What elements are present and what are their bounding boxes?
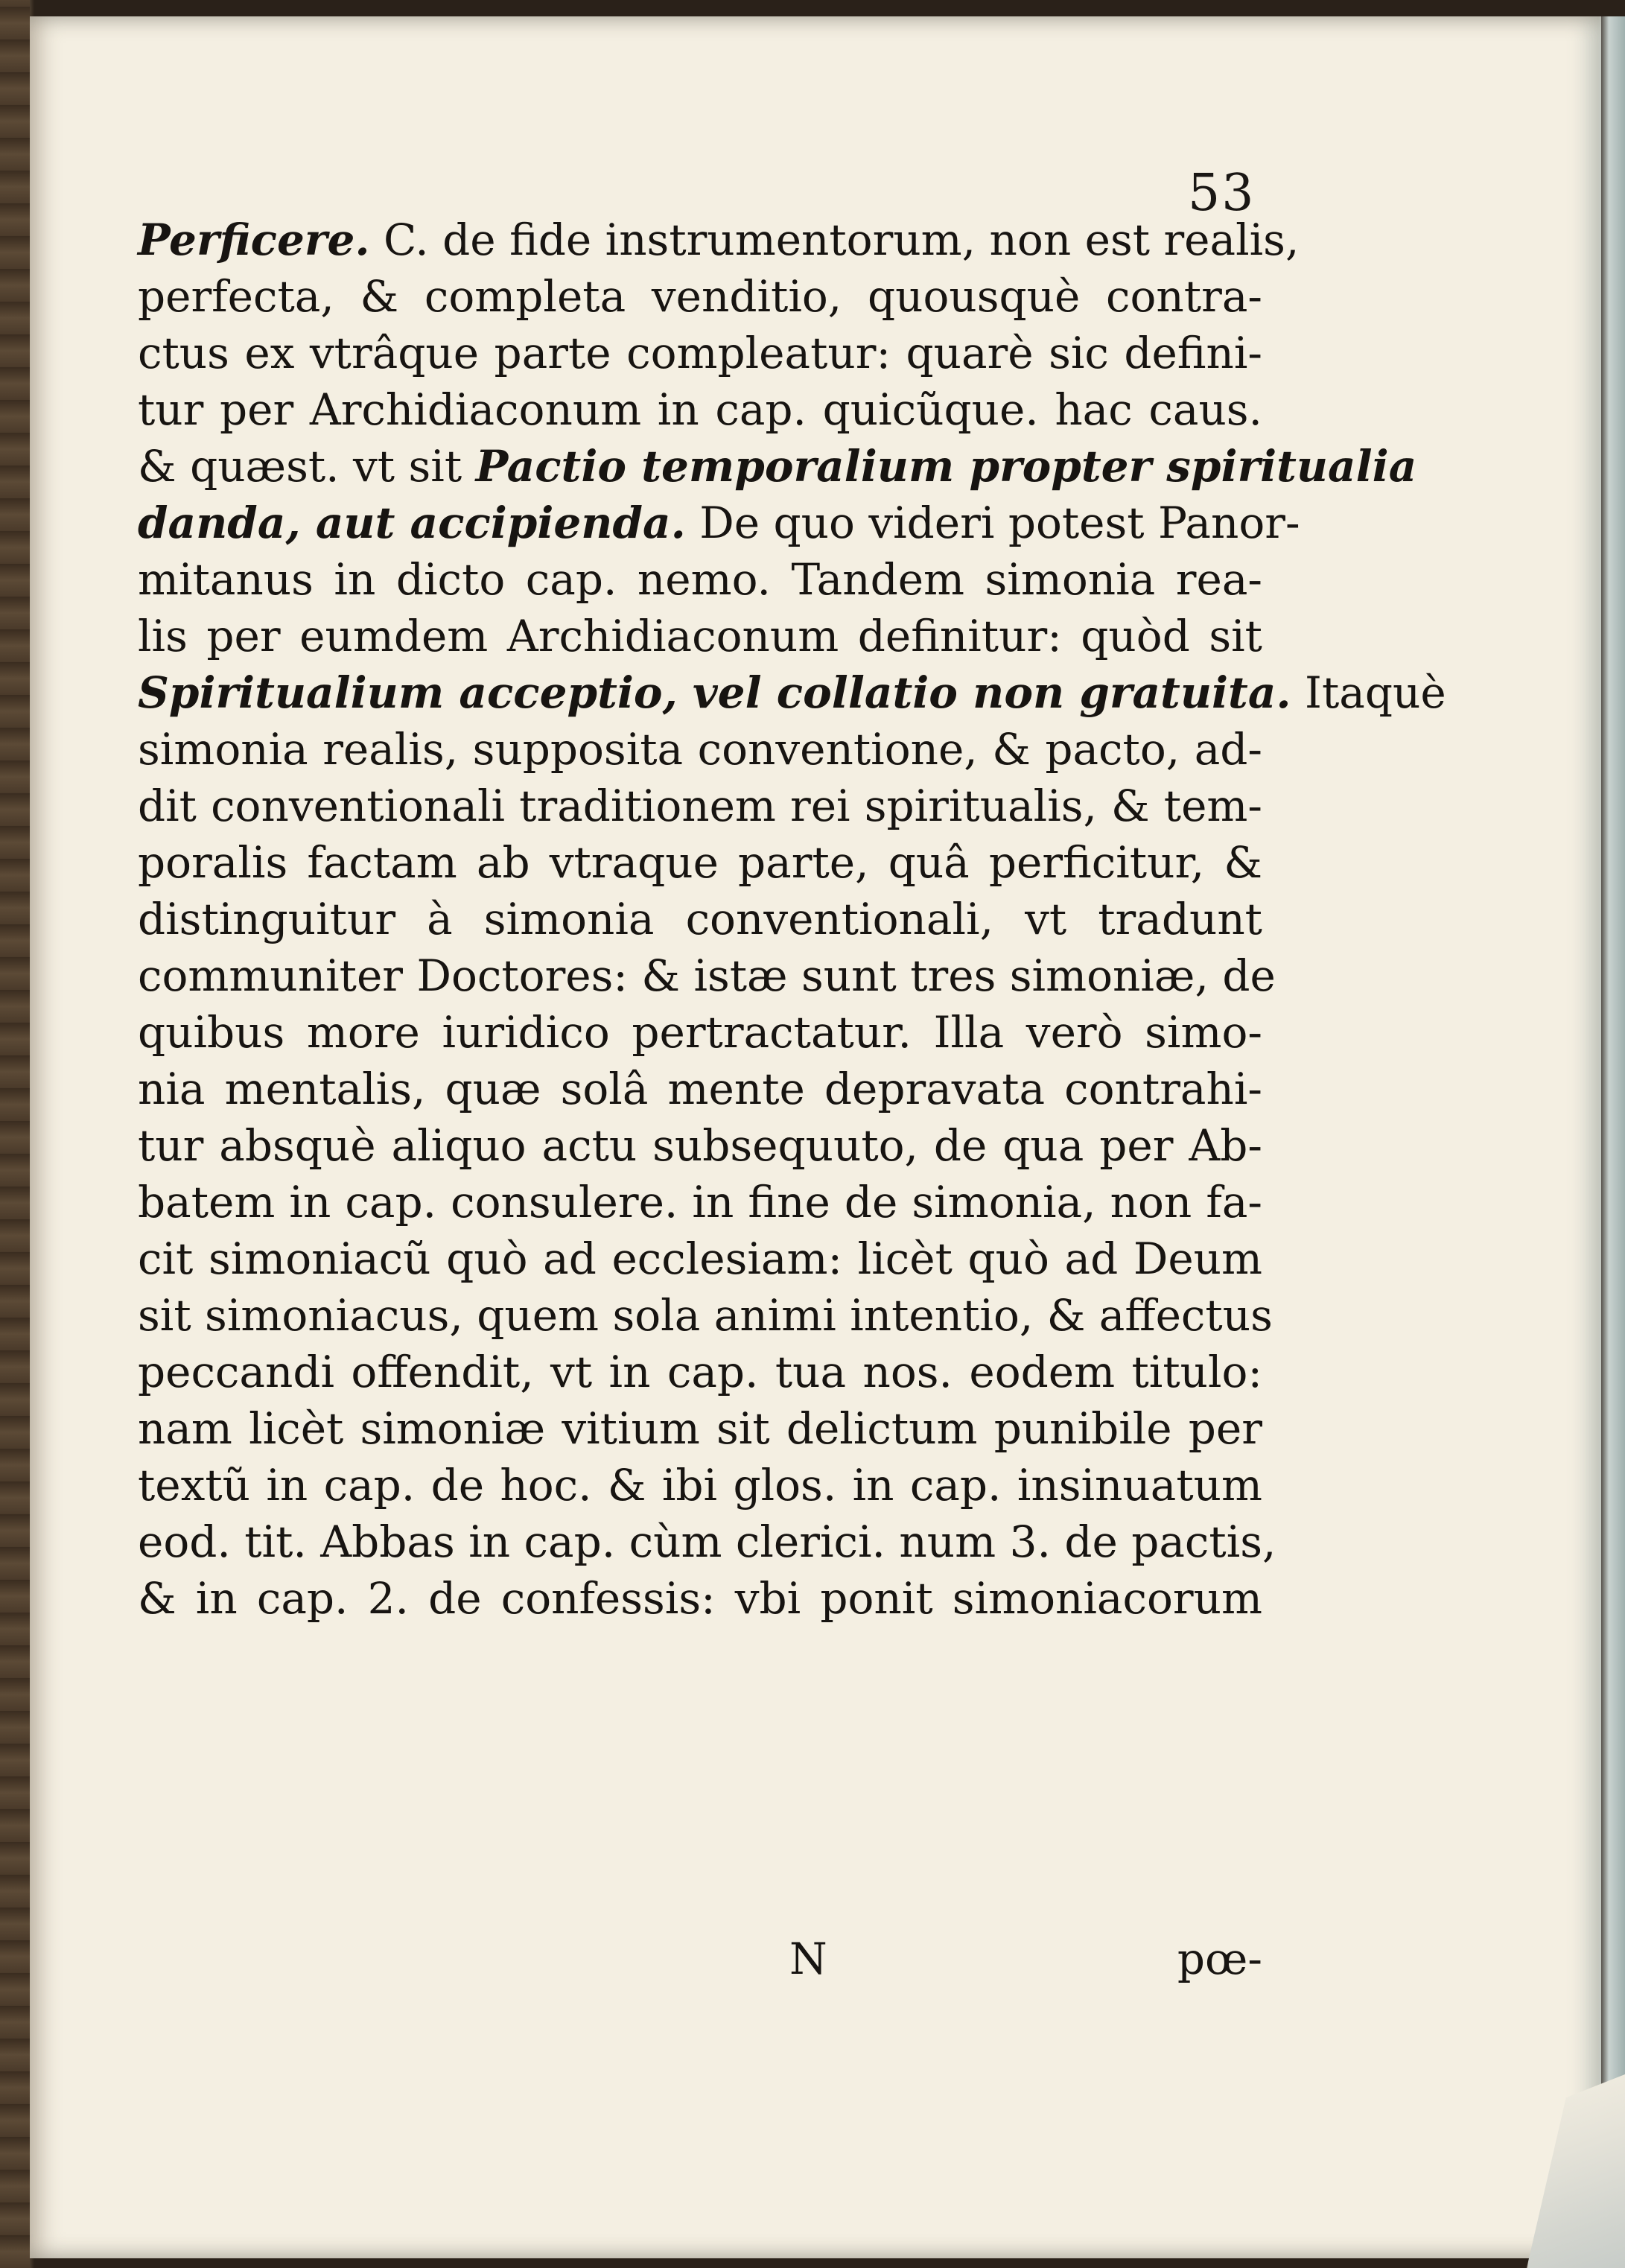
text-line [138, 1230, 1262, 1287]
body-text [138, 212, 1446, 1627]
text-segment: C. de fide instrumentorum, non est realis, [369, 215, 1300, 265]
text-line [138, 947, 1276, 1004]
text-line [138, 1174, 1262, 1230]
text-segment: nam licèt simoniæ vitium sit delictum punibile per [138, 1403, 1262, 1454]
page-fore-edge [1598, 16, 1625, 2258]
text-segment: simonia realis, supposita conventione, & pacto, ad- [138, 724, 1262, 775]
text-segment: poralis factam ab vtraque parte, quâ perficitur, & [138, 837, 1262, 888]
text-segment: distinguitur à simonia conventionali, vt tradunt [138, 894, 1262, 944]
text-line [138, 721, 1262, 778]
text-line [138, 325, 1262, 381]
text-segment: dit conventionali traditionem rei spiritualis, & tem- [138, 781, 1262, 831]
signature-mark: N [789, 1934, 827, 1984]
text-segment: & in cap. 2. de confessis: vbi ponit simoniacorum [138, 1573, 1262, 1624]
text-segment: Itaquè [1291, 667, 1446, 718]
text-segment: peccandi offendit, vt in cap. tua nos. eodem titulo: [138, 1347, 1262, 1397]
text-line [138, 834, 1262, 891]
text-segment: batem in cap. consulere. in fine de simonia, non fa- [138, 1177, 1262, 1227]
text-line [138, 1004, 1262, 1061]
text-line [138, 268, 1262, 325]
italic-segment: Pactio temporalium propter spiritualia [475, 441, 1417, 492]
text-segment: perfecta, & completa venditio, quousquè contra- [138, 271, 1262, 322]
text-line [138, 1513, 1276, 1570]
text-line [138, 381, 1262, 438]
text-segment: mitanus in dicto cap. nemo. Tandem simonia rea- [138, 554, 1262, 605]
text-line [138, 664, 1446, 721]
catchword: pœ- [1177, 1934, 1262, 1984]
text-line [138, 1457, 1262, 1513]
text-line [138, 212, 1300, 268]
text-segment: eod. tit. Abbas in cap. cùm clerici. num 3. de pactis, [138, 1516, 1276, 1567]
text-segment: tur absquè aliquo actu subsequuto, de qua per Ab- [138, 1120, 1262, 1171]
text-segment: communiter Doctores: & istæ sunt tres simoniæ, de [138, 950, 1276, 1001]
text-line [138, 438, 1417, 495]
book-page [30, 16, 1601, 2258]
text-line [138, 608, 1262, 664]
left-binding-edge [0, 0, 30, 2268]
text-line [138, 1570, 1262, 1627]
text-line [138, 1400, 1262, 1457]
text-line [138, 1117, 1262, 1174]
page-footer [138, 1934, 1262, 1993]
text-line [138, 778, 1262, 834]
text-line [138, 1344, 1262, 1400]
text-line [138, 495, 1300, 551]
text-segment: nia mentalis, quæ solâ mente depravata contrahi- [138, 1064, 1262, 1114]
text-segment: sit simoniacus, quem sola animi intentio, & affectus [138, 1290, 1273, 1341]
text-segment: quibus more iuridico pertractatur. Illa verò simo- [138, 1007, 1262, 1058]
text-segment: textũ in cap. de hoc. & ibi glos. in cap. insinuatum [138, 1460, 1262, 1511]
text-segment: lis per eumdem Archidiaconum definitur: quòd sit [138, 611, 1262, 661]
italic-segment: Perficere. [138, 215, 370, 265]
text-line [138, 1287, 1273, 1344]
page-number: 53 [1188, 164, 1256, 223]
text-segment: & quæst. vt sit [138, 441, 476, 492]
text-segment: tur per Archidiaconum in cap. quicũque. hac caus. [138, 384, 1262, 435]
text-segment: De quo videri potest Panor- [685, 498, 1300, 548]
italic-segment: Spiritualium acceptio, vel collatio non gratuita. [138, 667, 1291, 718]
text-segment: ctus ex vtrâque parte compleatur: quarè sic defini- [138, 328, 1262, 378]
text-line [138, 1061, 1262, 1117]
text-line [138, 551, 1262, 608]
text-segment: cit simoniacũ quò ad ecclesiam: licèt quò ad Deum [138, 1233, 1262, 1284]
italic-segment: danda, aut accipienda. [138, 498, 686, 548]
text-line [138, 891, 1262, 947]
